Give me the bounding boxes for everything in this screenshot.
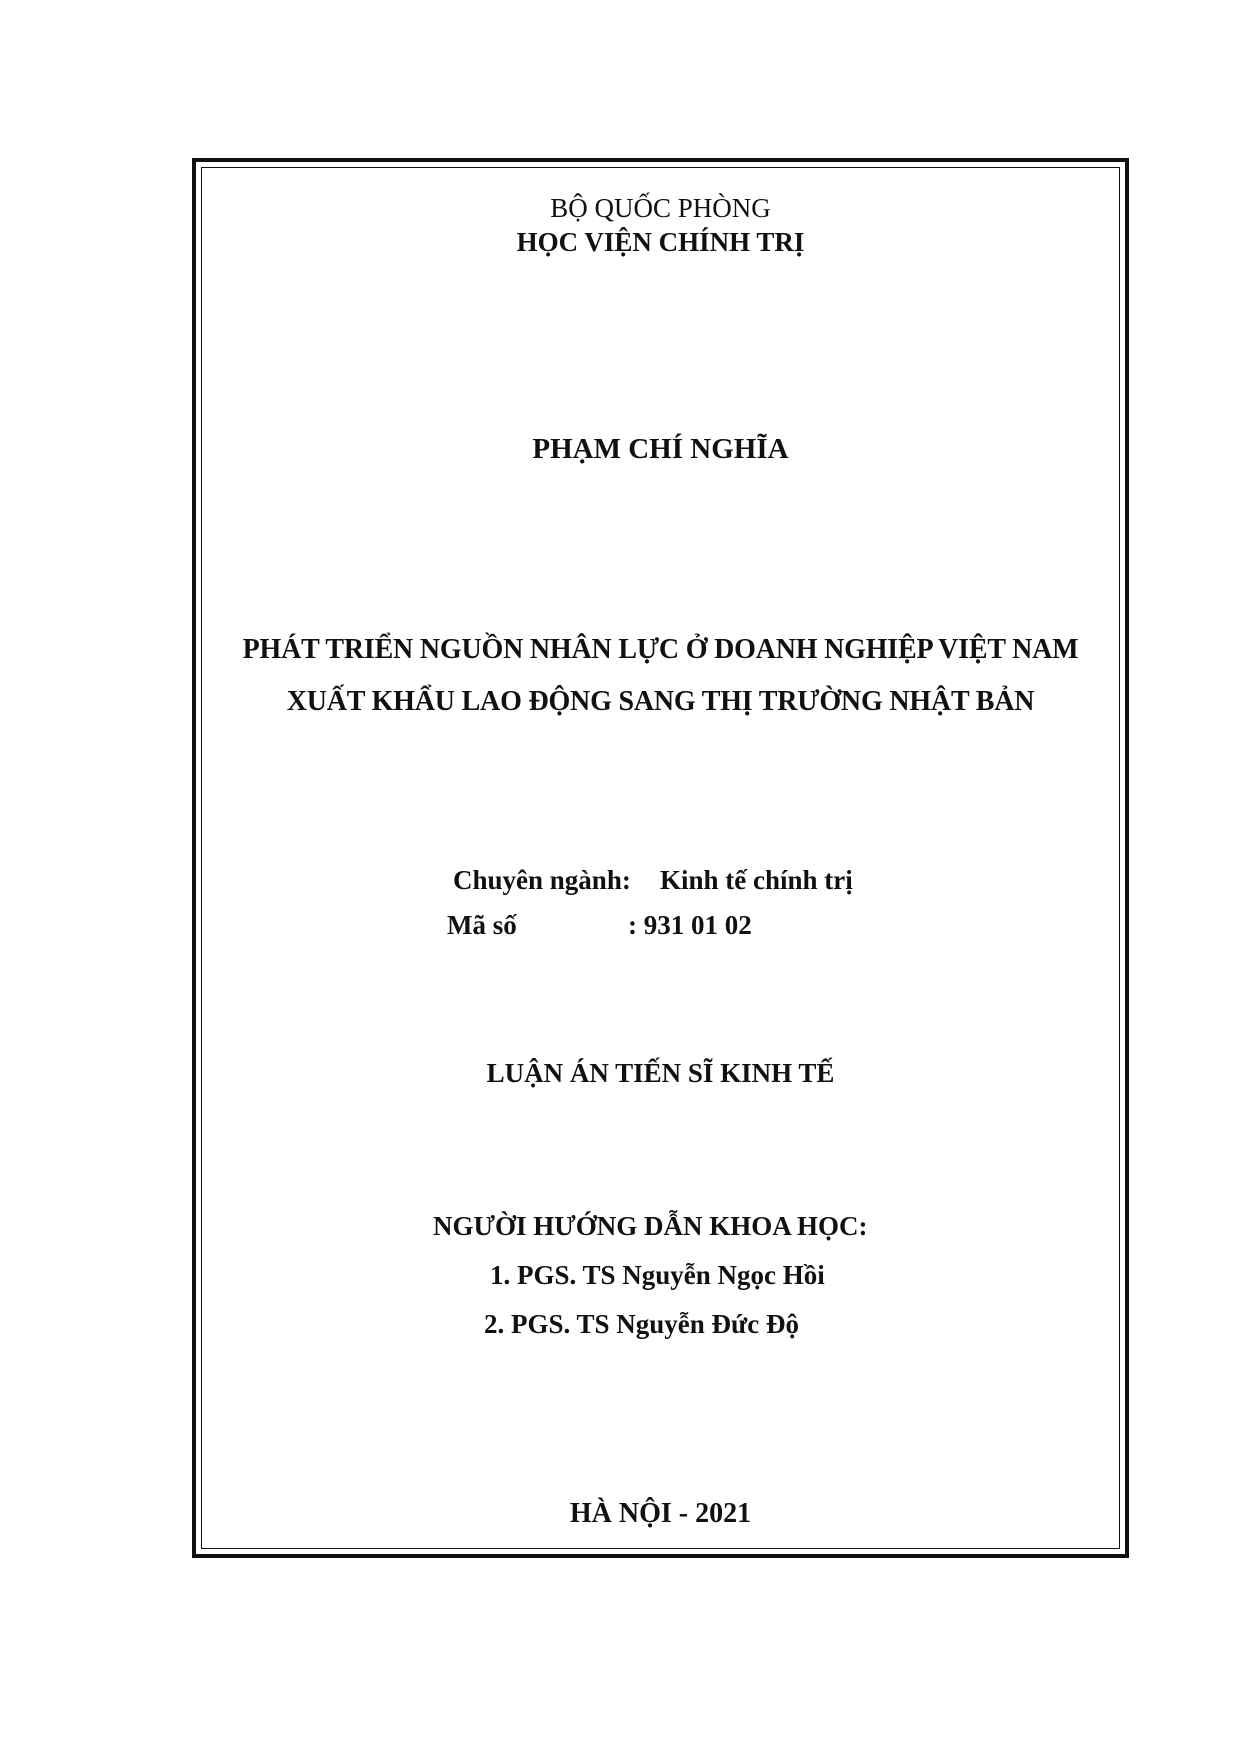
ministry-name: BỘ QUỐC PHÒNG: [550, 193, 771, 223]
academy-name: HỌC VIỆN CHÍNH TRỊ: [516, 227, 805, 257]
author-name: PHẠM CHÍ NGHĨA: [532, 433, 789, 465]
thesis-title-line-1: PHÁT TRIỂN NGUỒN NHÂN LỰC Ở DOANH NGHIỆP VIỆT NAM: [242, 634, 1079, 665]
city-year: HÀ NỘI - 2021: [569, 1498, 752, 1529]
code-value: : 931 01 02: [628, 910, 752, 940]
code-label: Mã số: [447, 910, 517, 940]
advisor-item-1: 1. PGS. TS Nguyễn Ngọc Hồi: [490, 1260, 825, 1290]
cover-border-inner: [201, 167, 1120, 1549]
advisors-heading: NGƯỜI HƯỚNG DẪN KHOA HỌC:: [433, 1211, 868, 1241]
thesis-title-line-2: XUẤT KHẨU LAO ĐỘNG SANG THỊ TRƯỜNG NHẬT BẢN: [286, 686, 1035, 717]
thesis-type: LUẬN ÁN TIẾN SĨ KINH TẾ: [486, 1058, 835, 1088]
specialization-label: Chuyên ngành:: [453, 865, 631, 895]
advisor-item-2: 2. PGS. TS Nguyễn Đức Độ: [484, 1309, 799, 1339]
specialization-value: Kinh tế chính trị: [660, 865, 853, 895]
